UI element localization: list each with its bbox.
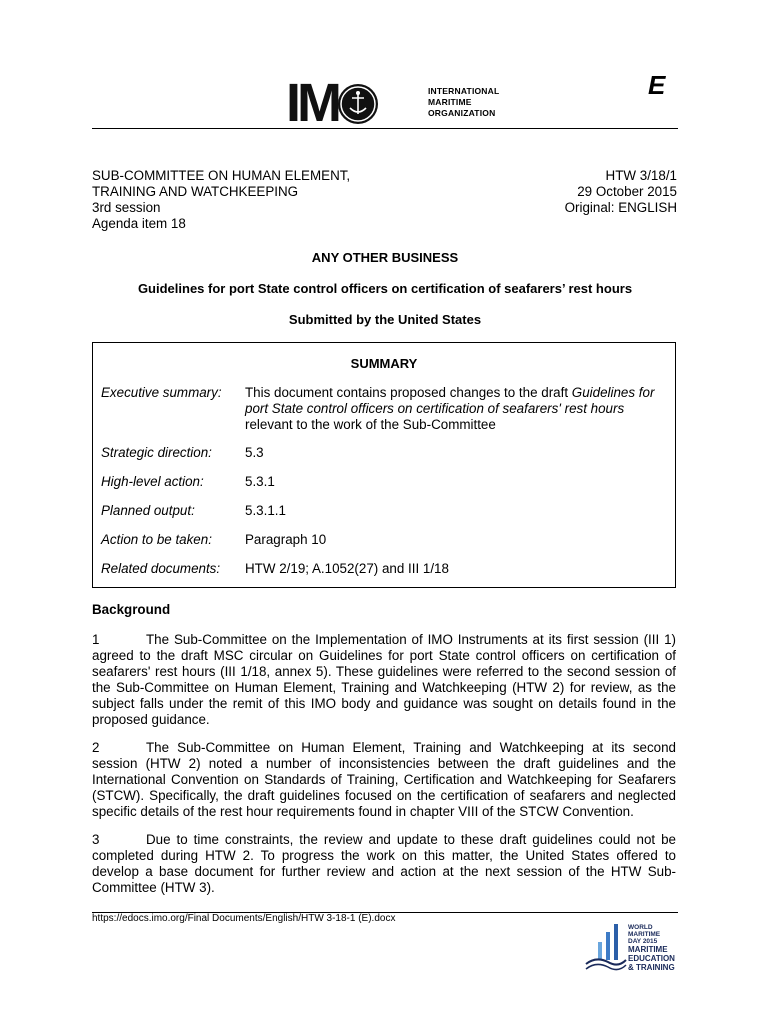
- paragraph-number: 1: [92, 632, 100, 647]
- summary-value: 5.3.1.1: [245, 503, 286, 518]
- summary-value: This document contains proposed changes to the draft Guidelines for port State control officers on certification of seafarers' rest hours relevant to the work of the Sub-Committee: [245, 385, 655, 432]
- subject-title: Guidelines for port State control officers on certification of seafarers’ rest hours: [137, 281, 633, 296]
- paragraph-3: [92, 832, 676, 896]
- footer-file-path: https://edocs.imo.org/Final Documents/English/HTW 3-18-1 (E).docx: [92, 913, 396, 924]
- world-maritime-day-logo: [584, 918, 684, 974]
- paragraph-number: 3: [92, 832, 100, 847]
- ref-line: Original: ENGLISH: [564, 200, 677, 215]
- wave-emblem-icon: [584, 920, 628, 972]
- document-reference: [565, 168, 677, 216]
- meta-line: 3rd session: [92, 200, 161, 215]
- meta-line: TRAINING AND WATCHKEEPING: [92, 184, 299, 199]
- section-title: ANY OTHER BUSINESS: [311, 250, 459, 265]
- emblem-icon: [338, 84, 378, 124]
- summary-label: Strategic direction:: [101, 445, 212, 460]
- background-heading: Background: [92, 602, 171, 617]
- summary-value: 5.3.1: [245, 474, 275, 489]
- org-line: ORGANIZATION: [428, 108, 496, 118]
- header-rule: [92, 128, 678, 129]
- summary-value: HTW 2/19; A.1052(27) and III 1/18: [245, 561, 449, 576]
- org-line: INTERNATIONAL: [428, 86, 500, 96]
- paragraph-1: [92, 632, 676, 728]
- paragraph-text: The Sub-Committee on Human Element, Training and Watchkeeping at its second session (HTW 2) noted a number of inconsistencies between the draft guidelines and the International Convention on Standards of Training, Certification and Watchkeeping for Seafarers (STCW). Specifically, the draft guidelines focused on the certification of seafarers and neglected specific details of the rest hour requirements found in chapter VIII of the STCW Convention.: [92, 740, 676, 819]
- summary-label: Planned output:: [101, 503, 195, 518]
- summary-box: [92, 342, 676, 588]
- summary-value: Paragraph 10: [245, 532, 327, 547]
- logo-wordmark: IM: [286, 73, 338, 133]
- summary-label: High-level action:: [101, 474, 204, 489]
- paragraph-number: 2: [92, 740, 100, 755]
- meta-line: Agenda item 18: [92, 216, 186, 231]
- ref-line: 29 October 2015: [577, 184, 677, 199]
- language-code: E: [648, 70, 666, 100]
- organization-name: [428, 86, 499, 119]
- meta-line: SUB-COMMITTEE ON HUMAN ELEMENT,: [92, 168, 351, 183]
- summary-label: Executive summary:: [101, 385, 222, 400]
- wmd-text: WORLD MARITIME DAY 2015 MARITIME EDUCATION & TRAINING: [628, 924, 675, 972]
- summary-value: 5.3: [245, 445, 264, 460]
- summary-label: Related documents:: [101, 561, 221, 576]
- paragraph-text: Due to time constraints, the review and update to these draft guidelines could not be completed during HTW 2. To progress the work on this matter, the United States offered to develop a base document for further review and action at the next session of the HTW Sub-Committee (HTW 3).: [92, 832, 676, 895]
- summary-label: Action to be taken:: [101, 532, 212, 547]
- paragraph-2: [92, 740, 676, 820]
- committee-info: [92, 168, 350, 232]
- paragraph-text: The Sub-Committee on the Implementation of IMO Instruments at its first session (III 1) agreed to the draft MSC circular on Guidelines for port State control officers on certification of seafarers' rest hours (III 1/18, annex 5). These guidelines were referred to the second session of the Sub-Committee on Human Element, Training and Watchkeeping (HTW 2) for review, as the subject falls under the remit of this IMO body and guidance was sought on details found in the proposed guidance.: [92, 632, 676, 727]
- ref-line: HTW 3/18/1: [605, 168, 677, 183]
- org-line: MARITIME: [428, 97, 472, 107]
- submitter-line: Submitted by the United States: [288, 312, 482, 327]
- summary-heading: SUMMARY: [350, 356, 418, 371]
